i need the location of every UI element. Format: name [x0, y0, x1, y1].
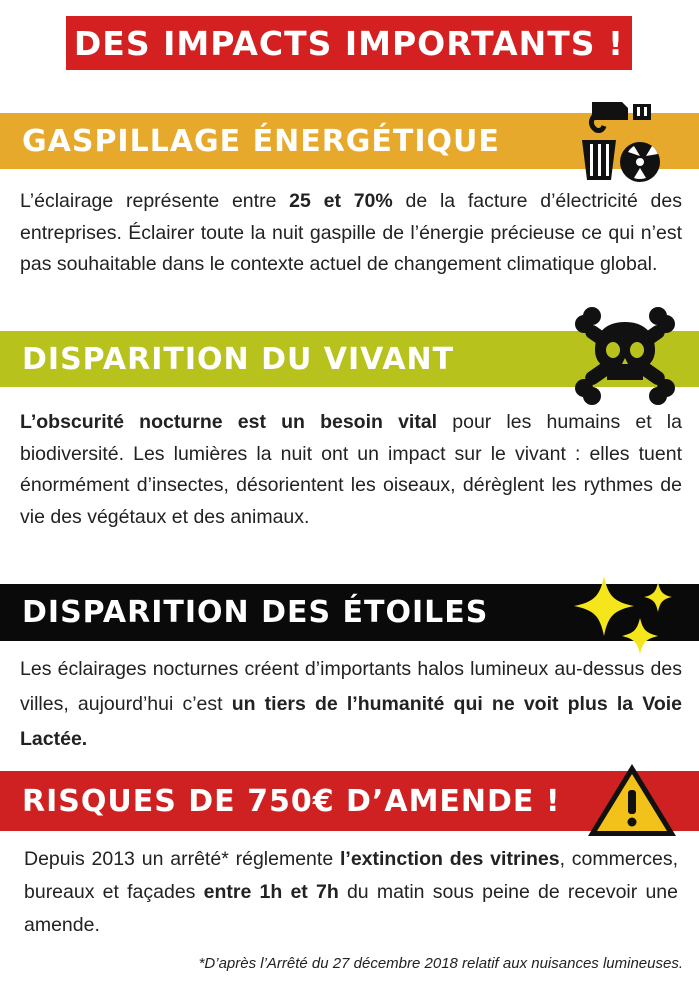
paragraph-living-loss: L’obscurité nocturne est un besoin vital pour les humains et la biodiversité. Les lumières la nuit ont un impact sur le vivant : elles tuent énormément d’insectes, désorientent les oiseaux, dérèglent les rythmes de vie des végétaux et des animaux. [20, 411, 682, 528]
heading-energy-waste: GASPILLAGE ÉNERGÉTIQUE [0, 113, 699, 169]
energy-waste-icon [578, 92, 664, 192]
heading-living-loss: DISPARITION DU VIVANT [0, 331, 699, 387]
stars-icon [568, 572, 678, 656]
heading-fine-risk: RISQUES DE 750€ D’AMENDE ! [0, 771, 699, 831]
page-title: DES IMPACTS IMPORTANTS ! [66, 16, 632, 70]
heading-stars-loss: DISPARITION DES ÉTOILES [0, 584, 699, 641]
paragraph-stars-loss: Les éclairages nocturnes créent d’importants halos lumineux au-dessus des villes, aujourd’hui c’est un tiers de l’humanité qui ne voit plus la Voie Lactée. [20, 658, 682, 750]
footnote: *D’après l’Arrêté du 27 décembre 2018 relatif aux nuisances lumineuses. [198, 955, 683, 972]
warning-icon [584, 760, 680, 840]
skull-crossbones-icon [570, 306, 680, 406]
paragraph-energy-waste: L’éclairage représente entre 25 et 70% de la facture d’électricité des entreprises. Éclairer toute la nuit gaspille de l’énergie précieuse ce qui n’est pas souhaitable dans le contexte actuel de changement climatique global. [20, 190, 682, 275]
paragraph-fine-risk: Depuis 2013 un arrêté* réglemente l’extinction des vitrines, commerces, bureaux et façades entre 1h et 7h du matin sous peine de recevoir une amende. [24, 848, 678, 936]
